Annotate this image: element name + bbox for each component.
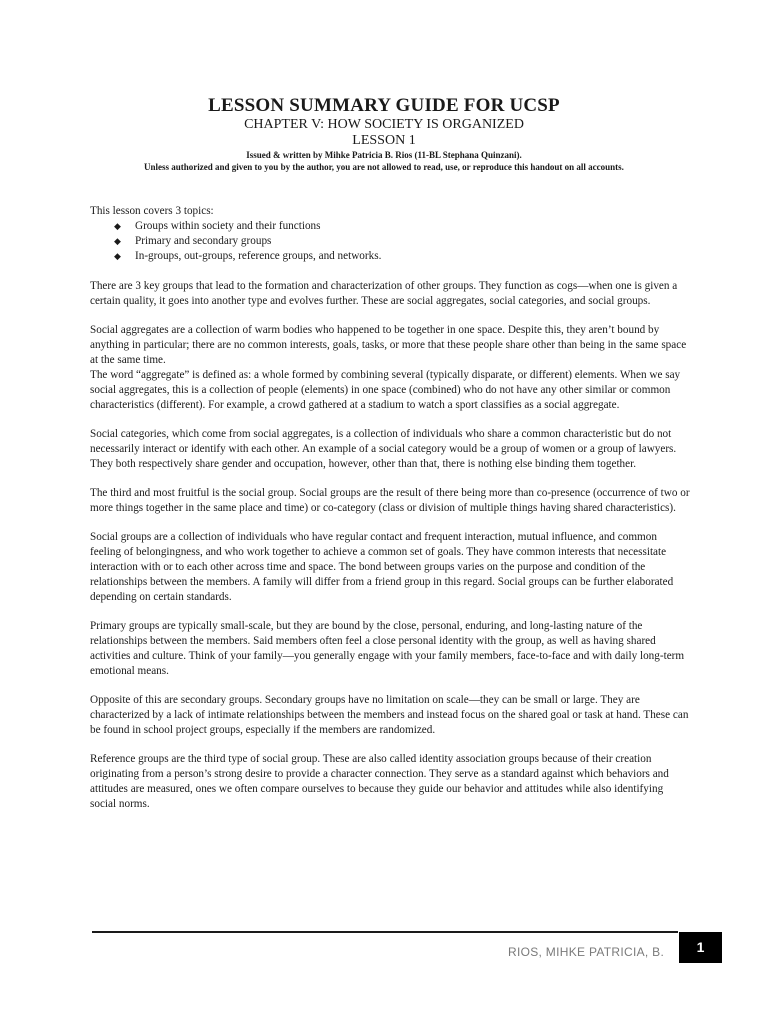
list-item [90,249,690,264]
paragraph-social-aggregates: Social aggregates are a collection of warm bodies who happened to be together in one space. Despite this, they aren’t bound by anything in particular; there are no common interests, goals, tasks, or more that these people share other than being in the same space at the same time. [90,324,687,366]
paragraph-social-groups: Social groups are a collection of individuals who have regular contact and frequent interaction, mutual influence, and common feeling of belongingness, and who work together to achieve a common set of goals. They have common interests that necessitate interaction with or to each other across time and space. The bond between groups varies on the purpose and condition of the relationships between the members. A family will differ from a friend group in this regard. Social groups can be further elaborated depending on certain standards. [90,531,674,603]
list-item [90,234,690,249]
topic-label: Groups within society and their functions [135,220,321,232]
paragraph-reference-groups: Reference groups are the third type of social group. These are also called identity association groups because of their creation originating from a person’s strong desire to provide a character connection. They serve as a standard against which behaviors and attitudes are measured, ones we often compare ourselves to because they guide our behavior and attitudes while also identifying social norms. [90,753,669,810]
page-number: 1 [679,932,722,963]
topic-label: In-groups, out-groups, reference groups, and networks. [135,250,382,262]
topic-label: Primary and secondary groups [135,235,272,247]
list-item [90,219,690,234]
intro-lead: This lesson covers 3 topics: [90,205,214,217]
diamond-bullet-icon: ◆ [114,236,121,246]
paragraph-primary-groups: Primary groups are typically small-scale, but they are bound by the close, personal, enduring, and long-lasting nature of the relationships between the members. Said members often feel a close personal identity with the group, as well as having shared activities and culture. Think of your family—you generally engage with your family members, face-to-face and with daily long-term emotional means. [90,620,685,677]
paragraph-secondary-groups: Opposite of this are secondary groups. Secondary groups have no limitation on scale—they can be small or large. They are characterized by a lack of intimate relationships between the members and instead focus on the shared goal or task at hand. These can be found in school project groups, especially if the members are randomized. [90,694,689,736]
paragraph-social-categories: Social categories, which come from social aggregates, is a collection of individuals who share a common characteristic but do not necessarily interact or identify with each other. An example of a social category would be a group of women or a group of lawyers. They both respectively share gender and occupation, however, other than that, there is nothing else binding them together. [90,428,677,470]
diamond-bullet-icon: ◆ [114,251,121,261]
document-body [90,204,690,826]
lesson-heading: LESSON 1 [352,133,416,148]
document-title: LESSON SUMMARY GUIDE FOR UCSP [208,95,560,116]
paragraph-social-group-intro: The third and most fruitful is the social group. Social groups are the result of there being more than co-presence (occurrence of two or more things together in the same place and time) or co-category (class or division of multiple things having shared characteristics). [90,487,690,514]
usage-warning: Unless authorized and given to you by the author, you are not allowed to read, use, or reproduce this handout on all accounts. [144,162,624,172]
footer-divider [92,931,678,933]
paragraph-aggregate-definition: The word “aggregate” is defined as: a whole formed by combining several (typically disparate, or different) elements. When we say social aggregates, this is a collection of people (elements) in one space (combined) who do not have any other similar or common characteristics (different). For example, a crowd gathered at a stadium to watch a sport classifies as a social aggregate. [90,369,681,411]
topics-list [90,219,690,264]
paragraph-key-groups: There are 3 key groups that lead to the formation and characterization of other groups. They function as cogs—when one is given a certain quality, it goes into another type and evolves further. These are social aggregates, social categories, and social groups. [90,280,678,307]
chapter-heading: CHAPTER V: HOW SOCIETY IS ORGANIZED [244,117,524,132]
author-credit: Issued & written by Mihke Patricia B. Rios (11-BL Stephana Quinzani). [246,150,522,160]
footer-author: RIOS, MIHKE PATRICIA, B. [508,945,665,959]
diamond-bullet-icon: ◆ [114,221,121,231]
